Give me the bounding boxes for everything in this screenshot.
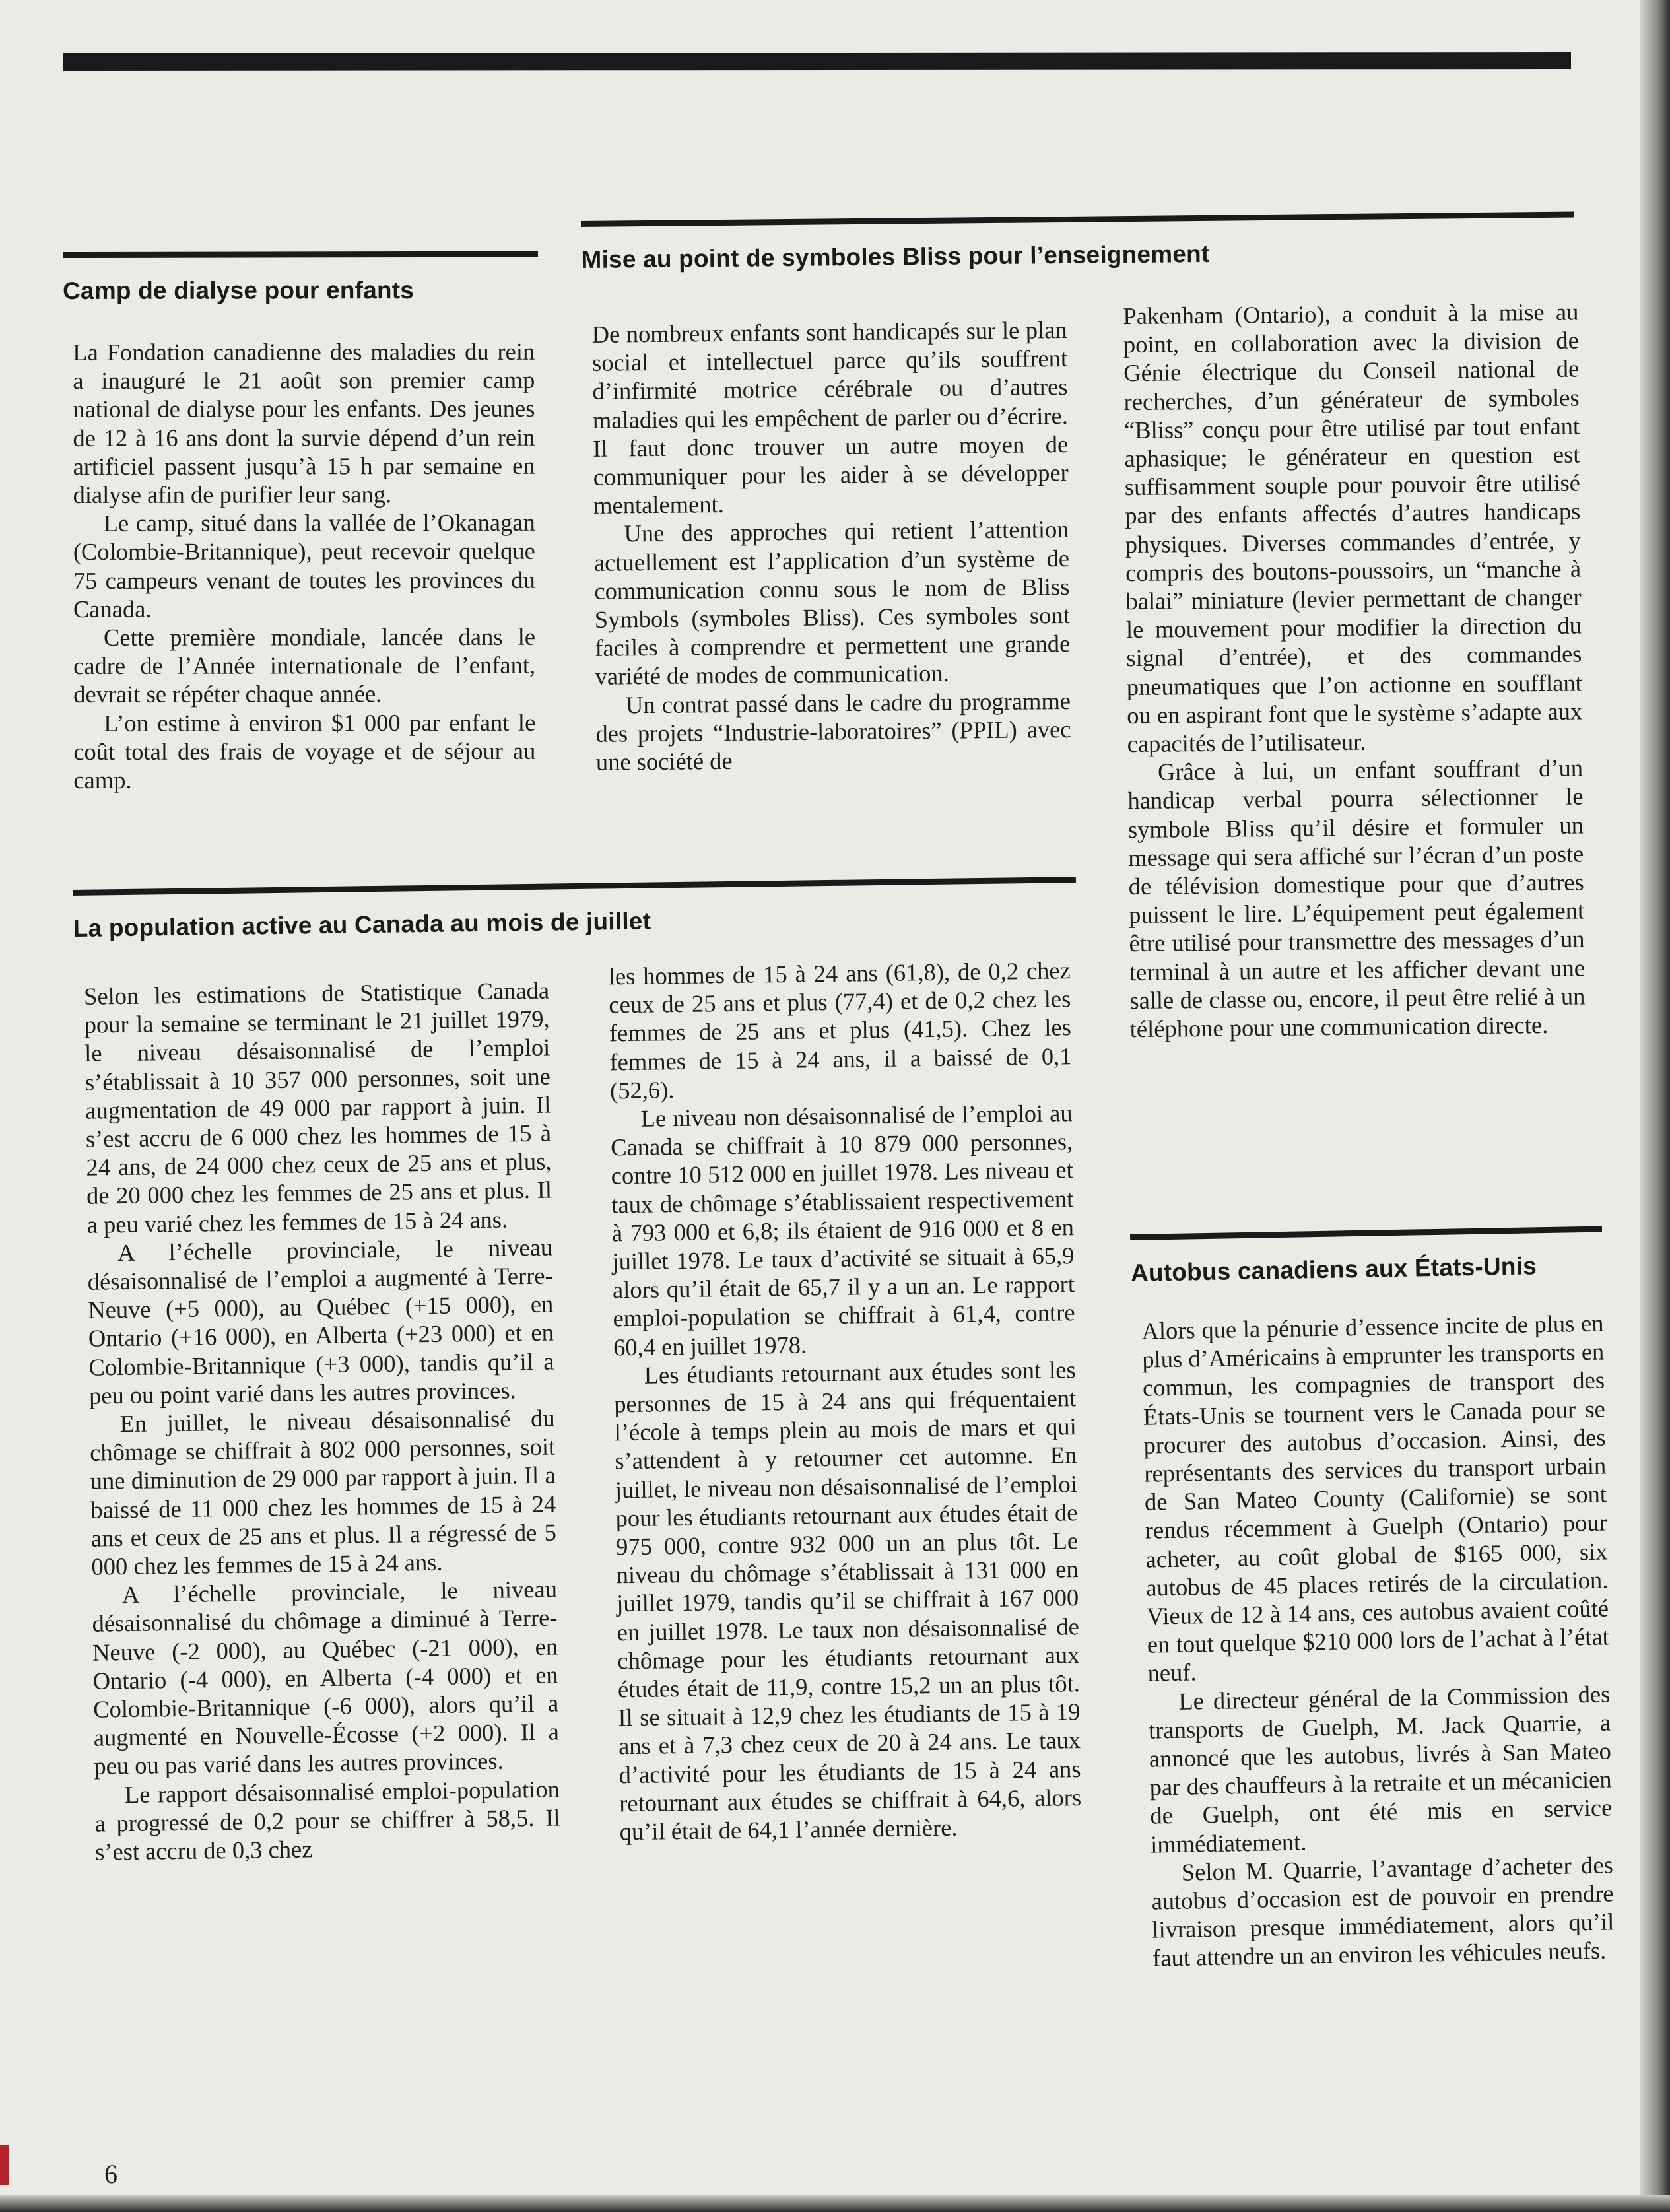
page-edge-shadow — [1640, 0, 1670, 2212]
binding-mark — [0, 2145, 9, 2185]
article-rule — [63, 251, 538, 258]
article-column — [609, 956, 1082, 1846]
paragraph: Les étudiants retournant aux études sont les personnes de 15 à 24 ans qui fréquentaient l’école à temps plein au mois de mars et qui s’attendent à y retourner cet automne. En juillet, le niveau non désaisonnalisé de l’emploi pour les étudiants retournant aux études était de 975 000, contre 932 000 un an plus tôt. Le niveau du chômage s’établissait à 131 000 en juillet 1979, tandis qu’il se chiffrait à 167 000 en juillet 1978. Le taux non désaisonnalisé de chômage pour les étudiants retournant aux études était de 11,9, contre 15,2 un an plus tôt. Il se situait à 12,9 chez les étudiants de 15 à 19 ans et à 7,3 chez ceux de 20 à 24 ans. Le taux d’activité pour les étudiants de 15 à 24 ans retournant aux études se chiffrait à 64,6, alors qu’il était de 64,1 l’année dernière. — [613, 1356, 1082, 1846]
article-rule — [581, 212, 1574, 227]
article-title: Autobus canadiens aux États-Unis — [1130, 1252, 1537, 1287]
paragraph: Le rapport désaisonnalisé emploi-population a progressé de 0,2 pour se chiffrer à 58,5. Il s’est accru de 0,3 chez — [94, 1775, 560, 1865]
paragraph: Le camp, situé dans la vallée de l’Okanagan (Colombie-Britannique), peut recevoir quelque 75 campeurs venant de toutes les provinces du Canada. — [73, 508, 535, 622]
article-autobus-canadiens — [1130, 1226, 1617, 2093]
paragraph: Selon M. Quarrie, l’avantage d’acheter des autobus d’occasion est de pouvoir en prendre livraison presque immédiatement, alors qu’il faut attendre un an environ les véhicules neufs. — [1151, 1851, 1615, 1972]
paragraph: Le niveau non désaisonnalisé de l’emploi au Canada se chiffrait à 10 879 000 personnes, contre 10 512 000 en juillet 1978. Les niveau et taux de chômage s’établissaient respectivement à 793 000 et 6,8; ils étaient de 916 000 et 8 en juillet 1978. Le taux d’activité se situait à 65,9 alors qu’il était de 65,7 il y a un an. Le rapport emploi-population se chiffrait à 61,4, contre 60,4 en juillet 1978. — [610, 1099, 1075, 1360]
article-column — [591, 316, 1071, 776]
paragraph: A l’échelle provinciale, le niveau désaisonnalisé du chômage a diminué à Terre-Neuve (-2 000), au Québec (-21 000), en Ontario (-4 000), en Alberta (-4 000) et en Colombie-Britannique (-6 000), alors qu’il a augmenté en Nouvelle-Écosse (+2 000). Il a peu ou pas varié dans les autres provinces. — [92, 1575, 560, 1780]
paragraph: Pakenham (Ontario), a conduit à la mise au point, en collaboration avec la division de Génie électrique du Conseil national de recherches, d’un générateur de symboles “Bliss” conçu pour être utilisé par tout enfant aphasique; le générateur en question est suffisamment souple pour pouvoir être utilisé par des enfants affectés d’autres handicaps physiques. Diverses commandes d’entrée, y compris des boutons-poussoirs, un “manche à balai” miniature (levier permettant de changer le mouvement pour modifier la direction du signal d’entrée), et des commandes pneumatiques que l’on actionne en soufflant ou en aspirant font que le système s’adapte aux capacités de l’utilisateur. — [1123, 298, 1583, 758]
article-column — [1123, 297, 1586, 1043]
article-column — [1141, 1309, 1615, 1973]
top-rule — [63, 52, 1571, 71]
paragraph: Une des approches qui retient l’attention actuellement est l’application d’un système de communication connu sous le nom de Bliss Symbols (symboles Bliss). Ces symboles sont faciles à comprendre et permettent une grande variété de modes de communication. — [593, 516, 1071, 690]
paragraph: Grâce à lui, un enfant souffrant d’un handicap verbal pourra sélectionner le symbole Bliss qu’il désire et formuler un message qui sera affiché sur l’écran d’un poste de télévision domestique pour que d’autres puissent le lire. L’équipement peut également être utilisé pour transmettre des messages d’un terminal à un autre et les afficher devant une salle de classe ou, encore, il peut être relié à un téléphone pour une communication directe. — [1127, 754, 1586, 1043]
article-title: Camp de dialyse pour enfants — [63, 277, 415, 304]
paragraph: En juillet, le niveau désaisonnalisé du chômage se chiffrait à 802 000 personnes, soit une diminution de 29 000 par rapport à juin. Il a baissé de 11 000 chez les hommes de 15 à 24 ans et ceux de 25 ans et plus. Il a régressé de 5 000 chez les femmes de 15 à 24 ans. — [89, 1404, 557, 1580]
paragraph: De nombreux enfants sont handicapés sur le plan social et intellectuel parce qu’ils souffrent d’infirmité motrice cérébrale ou d’autres maladies qui les empêchent de parler ou d’écrire. Il faut donc trouver un autre moyen de communiquer pour les aider à se développer mentalement. — [591, 316, 1069, 519]
paragraph: La Fondation canadienne des maladies du rein a inauguré le 21 août son premier camp national de dialyse pour les enfants. Des jeunes de 12 à 16 ans dont la survie dépend d’un rein artificiel passent jusqu’à 15 h par semaine en dialyse afin de purifier leur sang. — [73, 337, 535, 508]
paragraph: Alors que la pénurie d’essence incite de plus en plus d’Américains à emprunter les transports en commun, les compagnies de transport des États-Unis se tournent vers le Canada pour se procurer des autobus d’occasion. Ainsi, des représentants des services du transport urbain de San Mateo County (Californie) se sont rendus récemment à Guelph (Ontario) pour acheter, au coût global de $165 000, six autobus de 45 places retirés de la circulation. Vieux de 12 à 14 ans, ces autobus avaient coûté en tout quelque $210 000 lors de l’achat à l’état neuf. — [1141, 1309, 1610, 1687]
article-column — [84, 976, 560, 1866]
paragraph: les hommes de 15 à 24 ans (61,8), de 0,2 chez ceux de 25 ans et plus (77,4) et de 0,2 chez les femmes de 25 ans et plus (41,5). Chez les femmes de 15 à 24 ans, il a baissé de 0,1 (52,6). — [608, 956, 1072, 1104]
paragraph: Le directeur général de la Commission des transports de Guelph, M. Jack Quarrie, a annoncé que les autobus, livrés à San Mateo par des chauffeurs à la retraite et un mécanicien de Guelph, ont été mis en service immédiatement. — [1148, 1680, 1613, 1858]
paragraph: L’on estime à environ $1 000 par enfant le coût total des frais de voyage et de séjour au camp. — [73, 708, 536, 794]
bottom-edge-shadow — [0, 2195, 1670, 2212]
paragraph: Un contrat passé dans le cadre du programme des projets “Industrie-laboratoires” (PPIL) avec une société de — [595, 687, 1071, 776]
article-population-active — [73, 877, 1092, 2118]
article-rule — [1130, 1226, 1602, 1240]
article-column — [73, 337, 535, 794]
article-camp-dialyse — [63, 251, 539, 873]
paragraph: Selon les estimations de Statistique Canada pour la semaine se terminant le 21 juillet 1979, le niveau désaisonnalisé de l’emploi s’établissait à 10 357 000 personnes, soit une augmentation de 49 000 par rapport à juin. Il s’est accru de 6 000 chez les hommes de 15 à 24 ans, de 24 000 chez ceux de 25 ans et plus, de 20 000 chez les femmes de 25 ans et plus. Il a peu varié chez les femmes de 15 à 24 ans. — [83, 976, 552, 1238]
paragraph: Cette première mondiale, lancée dans le cadre de l’Année internationale de l’enfant, devrait se répéter chaque année. — [73, 622, 536, 708]
article-rule — [73, 877, 1076, 896]
page-number: 6 — [104, 2159, 117, 2189]
article-title: Mise au point de symboles Bliss pour l’enseignement — [581, 240, 1210, 273]
paragraph: A l’échelle provinciale, le niveau désaisonnalisé de l’emploi a augmenté à Terre-Neuve (+5 000), au Québec (+15 000), en Ontario (+16 000), en Alberta (+23 000) et en Colombie-Britannique (+3 000), tandis qu’il a peu ou point varié dans les autres provinces. — [87, 1233, 554, 1409]
article-title: La population active au Canada au mois de juillet — [73, 907, 651, 942]
